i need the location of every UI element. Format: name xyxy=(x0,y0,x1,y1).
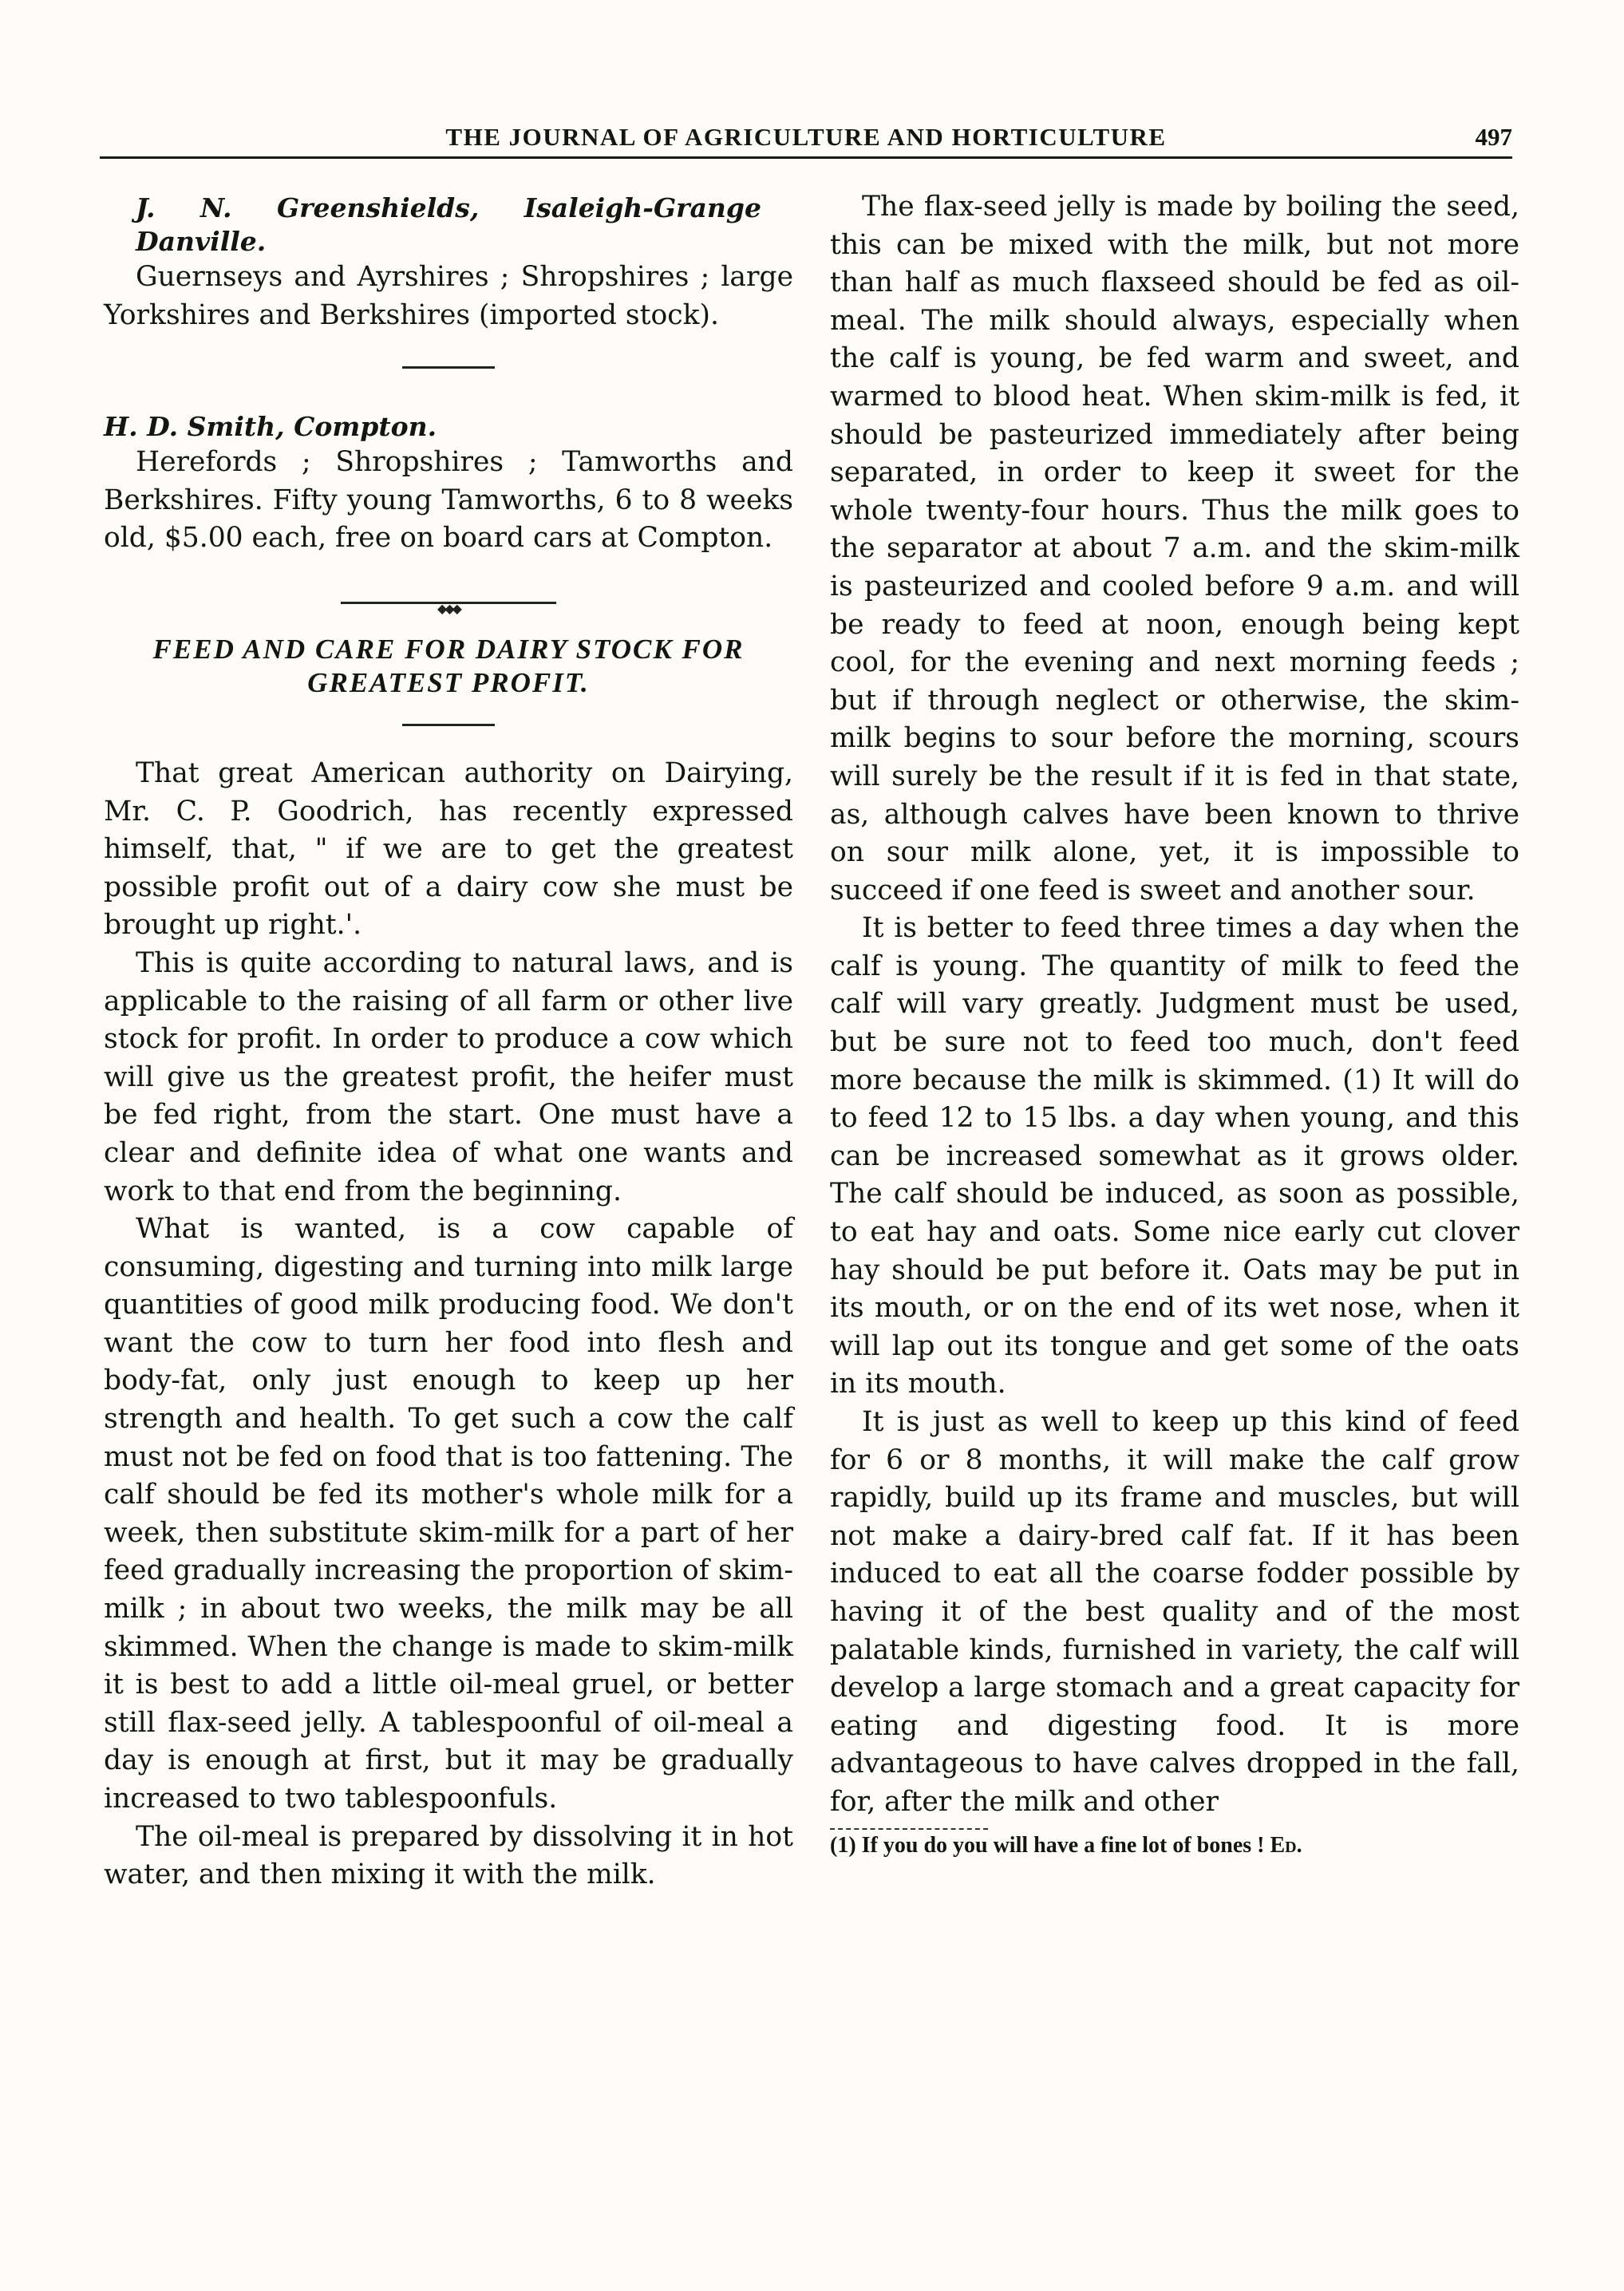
footnote-text: (1) If you do you will have a fine lot of bones ! xyxy=(830,1832,1265,1858)
title-rule xyxy=(402,724,495,726)
breeder-name-greenshields: J. N. Greenshields, Isaleigh-Grange Danville. xyxy=(136,192,761,257)
ornament-divider xyxy=(341,594,556,610)
breeder-description-smith: Herefords ; Shropshires ; Tamworths and Berkshires. Fifty young Tamworths, 6 to 8 weeks old, $5.00 each, free on board cars at Compton. xyxy=(104,446,793,555)
article-paragraph: It is just as well to keep up this kind of feed for 6 or 8 months, it will make the calf grow rapidly, build up its frame and muscles, but will not make a dairy-bred calf fat. If it has been induced to eat all the coarse fodder possible by having it of the best quality and of the most palatable kinds, furnished in variety, the calf will develop a large stomach and a great capacity for eating and digesting food. It is more advantageous to have calves dropped in the fall, for, after the milk and other xyxy=(830,1406,1519,1818)
footnote xyxy=(830,1830,1519,1862)
left-column xyxy=(104,192,793,1894)
article-paragraph: What is wanted, is a cow capable of consuming, digesting and turning into milk large quantities of good milk producing food. We don't want the cow to turn her food into flesh and body-fat, only just enough to keep up her strength and health. To get such a cow the calf must not be fed on food that is too fattening. The calf should be fed its mother's whole milk for a week, then substitute skim-milk for a part of her feed gradually increasing the proportion of skim-milk ; in about two weeks, the milk may be all skimmed. When the change is made to skim-milk it is best to add a little oil-meal gruel, or better still flax-seed jelly. A tablespoonful of oil-meal a day is enough at first, but it may be gradually increased to two tablespoonfuls. xyxy=(104,1213,793,1815)
article-paragraph: This is quite according to natural laws, and is applicable to the raising of all farm or other live stock for profit. In order to produce a cow which will give us the greatest profit, the heifer must be fed right, from the start. One must have a clear and definite idea of what one wants and work to that end from the beginning. xyxy=(104,946,793,1207)
article-paragraph: That great American authority on Dairying, Mr. C. P. Goodrich, has recently expressed himself, that, " if we are to get the greatest possible profit out of a dairy cow she must be brought up right.'. xyxy=(104,756,793,942)
article-paragraph: It is better to feed three times a day when the calf is young. The quantity of milk to feed the calf will vary greatly. Judgment must be used, but be sure not to feed too much, don't feed more because the milk is skimmed. (1) It will do to feed 12 to 15 lbs. a day when young, and this can be increased somewhat as it grows older. The calf should be induced, as soon as possible, to eat hay and oats. Some nice early cut clover hay should be put before it. Oats may be put in its mouth, or on the end of its wet nose, when it will lap out its tongue and get some of the oats in its mouth. xyxy=(830,912,1519,1400)
running-header xyxy=(100,112,1512,159)
breeder-name-smith: H. D. Smith, Compton. xyxy=(104,411,437,443)
separator-rule xyxy=(402,366,495,369)
breeder-description-greenshields: Guernseys and Ayrshires ; Shropshires ; large Yorkshires and Berkshires (imported stock). xyxy=(104,261,793,331)
article-paragraph: The flax-seed jelly is made by boiling the seed, this can be mixed with the milk, but not more than half as much flaxseed should be fed as oil-meal. The milk should always, especially when the calf is young, be fed warm and sweet, and warmed to blood heat. When skim-milk is fed, it should be pasteurized immediately after being separated, in order to keep it sweet for the whole twenty-four hours. Thus the milk goes to the separator at about 7 a.m. and the skim-milk is pasteurized and cooled before 9 a.m. and will be ready to feed at noon, enough being kept cool, for the evening and next morning feeds ; but if through neglect or otherwise, the skim-milk begins to sour before the morning, scours will surely be the result if it is fed in that state, as, although calves have been known to thrive on sour milk alone, yet, it is impossible to succeed if one feed is sweet and another sour. xyxy=(830,191,1519,907)
article-paragraph: The oil-meal is prepared by dissolving it in hot water, and then mixing it with the milk. xyxy=(104,1820,793,1891)
journal-title: THE JOURNAL OF AGRICULTURE AND HORTICULTURE xyxy=(445,123,1167,151)
article-title: FEED AND CARE FOR DAIRY STOCK FOR GREATEST PROFIT. xyxy=(152,633,745,698)
footnote-signature: Ed. xyxy=(1270,1832,1302,1858)
right-column xyxy=(830,188,1519,1862)
page-number: 497 xyxy=(1475,123,1512,151)
